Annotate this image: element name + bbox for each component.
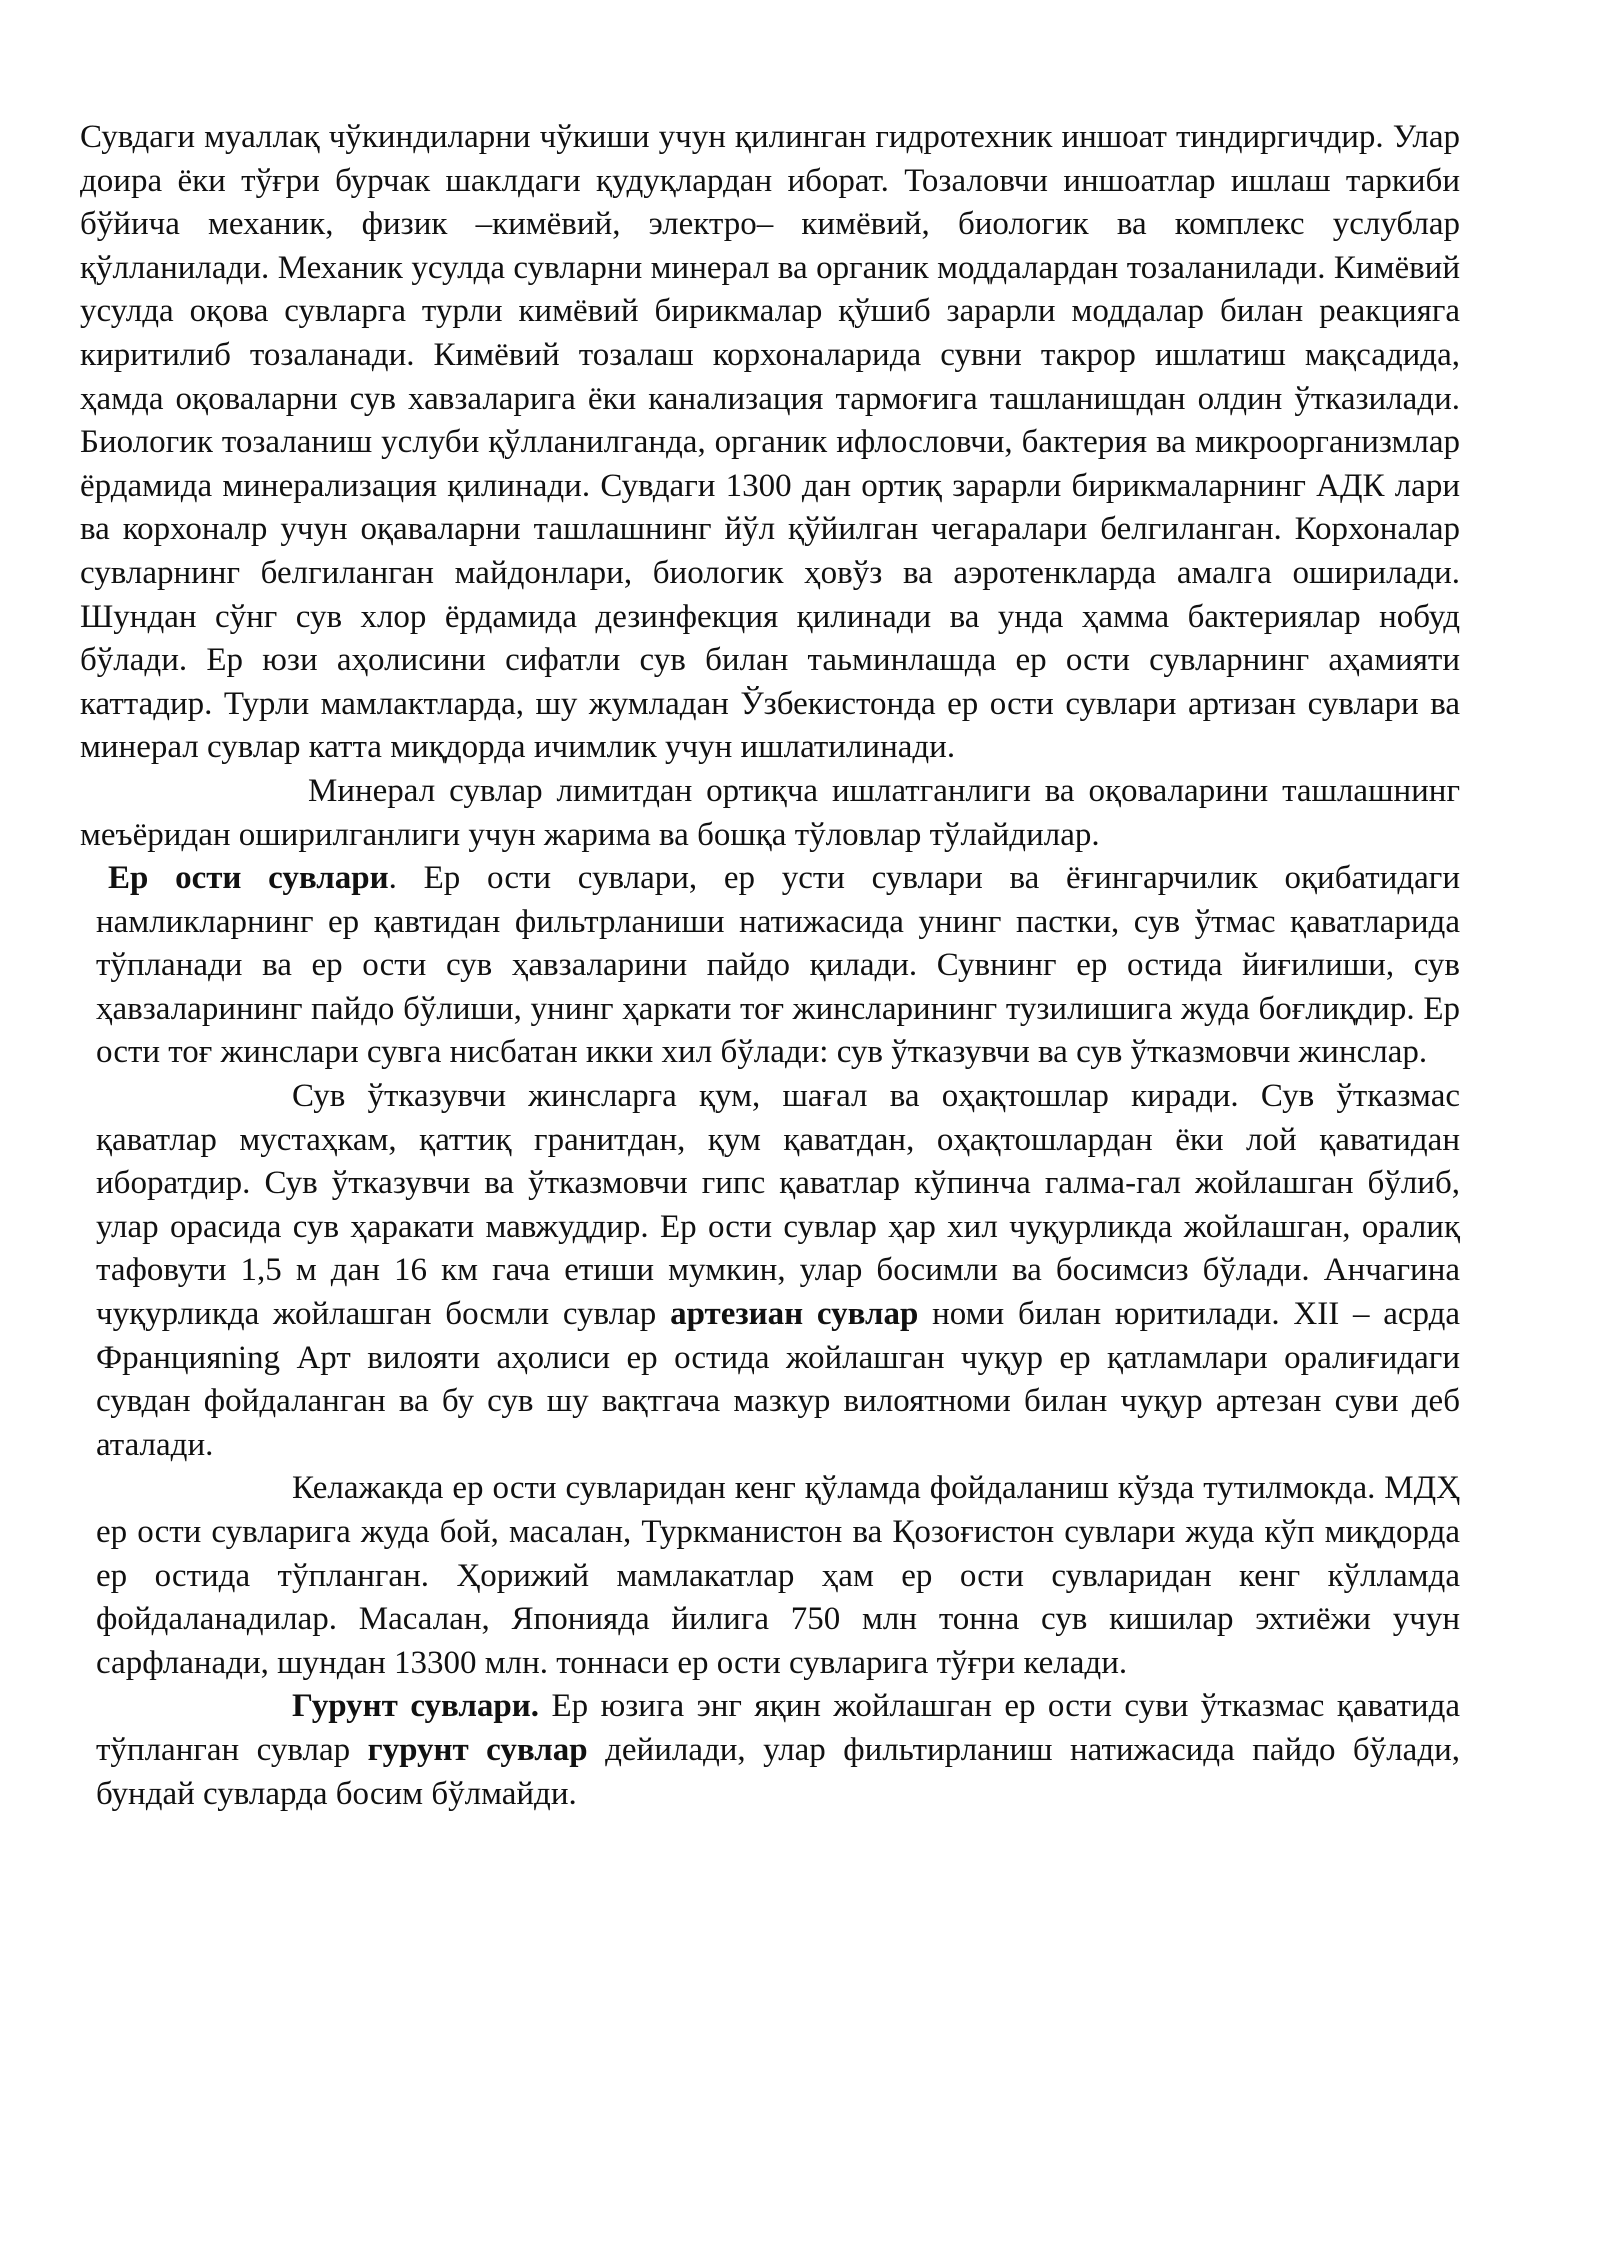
permeable-rocks-text-a: Сув ўтказувчи жинсларга қум, шағал ва оҳақтошлар киради. Сув ўтказмас қаватлар мустаҳкам, қаттиқ гранитдан, қум қаватдан, оҳақтошлардан ёки лой қаватидан иборатдир. Сув ўтказувчи ва ўтказмовчи гипс қаватлар кўпинча галма-гал жойлашган бўлиб, улар орасида сув ҳаракати мавжуддир. Ер ости сувлар ҳар хил чуқурликда жойлашган, оралиқ тафовути 1,5 м дан 16 км гача етиши мумкин, улар босимли ва босимсиз бўлади. Анчагина чуқурликда жойлашган босмли сувлар	[96, 1078, 1460, 1333]
document-page	[80, 116, 1460, 1816]
term-ground-water: гурунт сувлар	[367, 1731, 588, 1768]
ground-water-text-b: дейилади, улар фильтирланиш натижасида пайдо бўлади, бундай сувларда босим бўлмайди.	[96, 1731, 1461, 1812]
ground-water-text-a: Ер юзига энг яқин жойлашган ер ости суви ўтказмас қаватида тўпланган сувлар	[96, 1688, 1461, 1768]
paragraph-water-treatment: Сувдаги муаллақ чўкиндиларни чўкиши учун қилинган гидротехник иншоат тиндиргичдир. Улар доира ёки тўғри бурчак шаклдаги қудуқлардан иборат. Тозаловчи иншоатлар ишлаш таркиби бўйича механик, физик –кимёвий, электро– кимёвий, биологик ва комплекс услублар қўлланилади. Механик усулда сувларни минерал ва органик моддалардан тозаланилади. Кимёвий усулда оқова сувларга турли кимёвий бирикмалар қўшиб зарарли моддалар билан реакцияга киритилиб тозаланади. Кимёвий тозалаш корхоналарида сувни такрор ишлатиш мақсадида, ҳамда оқоваларни сув хавзаларига ёки канализация тармоғига ташланишдан олдин ўтказилади. Биологик тозаланиш услуби қўлланилганда, органик ифлословчи, бактерия ва микроорганизмлар ёрдамида минерализация қилинади. Сувдаги 1300 дан ортиқ зарарли бирикмаларнинг АДК лари ва корхоналр учун оқаваларни ташлашнинг йўл қўйилган чегаралари белгиланган. Корхоналар сувларнинг белгиланган майдонлари, биологик ҳовўз ва аэротенкларда амалга оширилади. Шундан сўнг сув хлор ёрдамида дезинфекция қилинади ва унда ҳамма бактериялар нобуд бўлади. Ер юзи аҳолисини сифатли сув билан таьминлашда ер ости сувларнинг аҳамияти каттадир. Турли мамлактларда, шу жумладан Ўзбекистонда ер ости сувлари артизан сувлари ва минерал сувлар катта миқдорда ичимлик учун ишлатилинади.	[80, 119, 1460, 766]
paragraph-future-use: Келажакда ер ости сувларидан кенг қўламда фойдаланиш кўзда тутилмокда. МДҲ ер ости сувларига жуда бой, масалан, Туркманистон ва Қозоғистон сувлари жуда кўп миқдорда ер остида тўпланган. Ҳорижий мамлакатлар ҳам ер ости сувларидан кенг кўлламда фойдаланадилар. Масалан, Японияда йилига 750 млн тонна сув кишилар эхтиёжи учун сарфланади, шундан 13300 млн. тоннаси ер ости сувларига тўғри келади.	[96, 1470, 1460, 1681]
paragraph-ground-water	[80, 1685, 1460, 1816]
term-artesian-water: артезиан сувлар	[670, 1296, 919, 1333]
paragraph-permeable-rocks	[80, 1075, 1460, 1467]
permeable-rocks-text-b: номи билан юритилади. XII – асрда Францияning Арт вилояти аҳолиси ер остида жойлашган чуқур ер қатламлари оралиғидаги сувдан фойдаланган ва бу сув шу вақтгача мазкур вилоятноми билан чуқур артезан суви деб аталади.	[96, 1296, 1461, 1463]
groundwater-text: . Ер ости сувлари, ер усти сувлари ва ёғингарчилик оқибатидаги намликларнинг ер қавтидан фильтрланиши натижасида унинг пастки, сув ўтмас қаватларида тўпланади ва ер ости сув ҳавзаларини пайдо қилади. Сувнинг ер остида йиғилиши, сув ҳавзаларининг пайдо бўлиши, унинг ҳаркати тоғ жинсларининг тузилишига жуда боғлиқдир. Ер ости тоғ жинслари сувга нисбатан икки хил бўлади: сув ўтказувчи ва сув ўтказмовчи жинслар.	[96, 860, 1461, 1071]
paragraph-mineral-water-fines: Минерал сувлар лимитдан ортиқча ишлатганлиги ва оқоваларини ташлашнинг меъёридан оширилганлиги учун жарима ва бошқа тўловлар тўлайдилар.	[80, 772, 1460, 853]
heading-ground-water: Гурунт сувлари.	[292, 1688, 540, 1725]
heading-groundwater: Ер ости сувлари	[108, 860, 389, 897]
paragraph-groundwater	[80, 857, 1460, 1075]
